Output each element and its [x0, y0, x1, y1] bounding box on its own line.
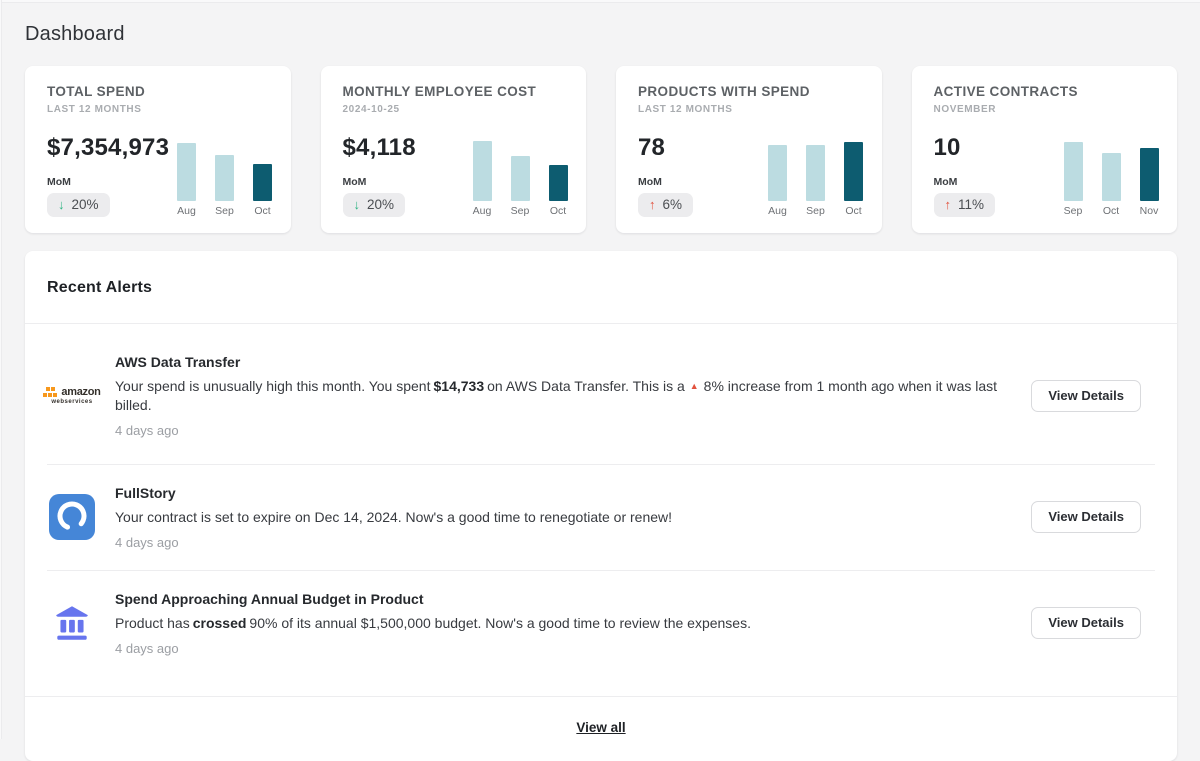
stat-card-total-spend [25, 66, 291, 233]
badge-value: 6% [662, 197, 683, 212]
bar [1140, 148, 1159, 201]
alert-message [115, 377, 1031, 415]
alert-timestamp: 4 days ago [115, 640, 179, 656]
stat-value: 78 [638, 134, 666, 161]
message-text: on AWS Data Transfer. This is a [487, 378, 685, 394]
alert-title: FullStory [115, 484, 176, 501]
bar-label: Aug [472, 205, 492, 217]
page-title: Dashboard [25, 23, 125, 45]
trend-arrow-icon: ↓ [353, 197, 360, 212]
mini-bar-chart [472, 141, 568, 217]
mom-badge [638, 193, 693, 217]
stat-subtitle: LAST 12 MONTHS [638, 104, 733, 115]
bar-label: Sep [806, 205, 825, 217]
mini-bar-chart [1063, 142, 1159, 217]
alert-message: Your contract is set to expire on Dec 14, 2024. Now's a good time to renegotiate or renew! [115, 508, 673, 525]
bar-label: Oct [1102, 205, 1120, 217]
bar-label: Oct [845, 205, 862, 217]
stat-title: MONTHLY EMPLOYEE COST [342, 84, 537, 99]
badge-value: 11% [958, 197, 985, 212]
aws-logo-icon [43, 387, 100, 405]
alert-message [115, 614, 1031, 633]
bar-label: Nov [1139, 205, 1159, 217]
bar-label: Sep [1063, 205, 1083, 217]
window-edge-left [0, 0, 2, 739]
stat-title: TOTAL SPEND [47, 84, 146, 99]
stat-subtitle: 2024-10-25 [342, 104, 400, 115]
recent-alerts-heading: Recent Alerts [47, 279, 153, 296]
view-details-button[interactable]: View Details [1031, 501, 1141, 533]
view-all-link[interactable]: View all [576, 719, 626, 735]
fullstory-logo-icon [49, 494, 95, 540]
bar [511, 156, 530, 201]
mini-bar-chart [177, 143, 273, 217]
alert-title: AWS Data Transfer [115, 354, 241, 370]
bar [177, 143, 196, 201]
bar-label: Sep [215, 205, 234, 217]
alert-timestamp: 4 days ago [115, 422, 179, 438]
alert-row-budget [25, 571, 1177, 696]
increase-triangle-icon: ▲ [689, 381, 699, 391]
bar-label: Oct [254, 205, 271, 217]
recent-alerts-card [25, 251, 1177, 761]
bar-label: Aug [177, 205, 196, 217]
bar [844, 142, 863, 201]
window-edge-top [0, 0, 1200, 3]
stat-value: $4,118 [342, 134, 416, 161]
bank-icon [51, 602, 93, 644]
trend-arrow-icon: ↓ [58, 197, 65, 212]
bar [1102, 153, 1121, 201]
badge-value: 20% [367, 197, 395, 212]
stat-title: ACTIVE CONTRACTS [933, 84, 1078, 99]
bar [473, 141, 492, 201]
stat-card-active-contracts [912, 66, 1178, 233]
stat-card-products-with-spend [616, 66, 882, 233]
alert-title: Spend Approaching Annual Budget in Product [115, 590, 424, 607]
crossed-emphasis: crossed [192, 614, 247, 631]
message-text: Your spend is unusually high this month. You spent [115, 378, 431, 394]
mini-bar-chart [768, 142, 864, 217]
mom-label: MoM [342, 176, 367, 188]
bar [806, 145, 825, 201]
stat-card-monthly-employee-cost [321, 66, 587, 233]
bar-label: Sep [510, 205, 530, 217]
message-text: Product has [115, 614, 190, 631]
mom-label: MoM [638, 176, 662, 188]
bar [549, 165, 568, 201]
bar [253, 164, 272, 201]
stat-subtitle: LAST 12 MONTHS [47, 104, 142, 115]
badge-value: 20% [71, 197, 99, 212]
bar-label: Aug [768, 205, 787, 217]
view-details-button[interactable]: View Details [1031, 380, 1141, 412]
message-text: 8% increase from 1 month ago when it was last billed. [115, 378, 998, 413]
alert-row-fullstory [25, 465, 1177, 570]
alert-timestamp: 4 days ago [115, 534, 179, 550]
view-details-button[interactable]: View Details [1031, 607, 1141, 639]
trend-arrow-icon: ↑ [649, 197, 656, 212]
stat-value: 10 [933, 134, 961, 161]
mom-badge [934, 193, 996, 217]
bar [768, 145, 787, 201]
stats-row [25, 66, 1177, 233]
message-text: 90% of its annual $1,500,000 budget. Now's a good time to review the expenses. [249, 614, 751, 631]
bar [215, 155, 234, 201]
bar-label: Oct [549, 205, 567, 217]
spend-amount: $14,733 [433, 378, 485, 394]
trend-arrow-icon: ↑ [944, 197, 951, 212]
stat-value: $7,354,973 [47, 134, 170, 161]
aws-logo-subtext: webservices [51, 398, 93, 405]
aws-logo-text: amazon [61, 385, 101, 398]
bar [1064, 142, 1083, 201]
alert-row-aws [25, 324, 1177, 464]
mom-badge [47, 193, 110, 217]
stat-title: PRODUCTS WITH SPEND [638, 84, 810, 99]
mom-label: MoM [47, 176, 71, 188]
mom-badge [343, 193, 406, 217]
stat-subtitle: NOVEMBER [933, 104, 997, 115]
mom-label: MoM [933, 176, 958, 188]
aws-cubes-icon [43, 387, 59, 398]
